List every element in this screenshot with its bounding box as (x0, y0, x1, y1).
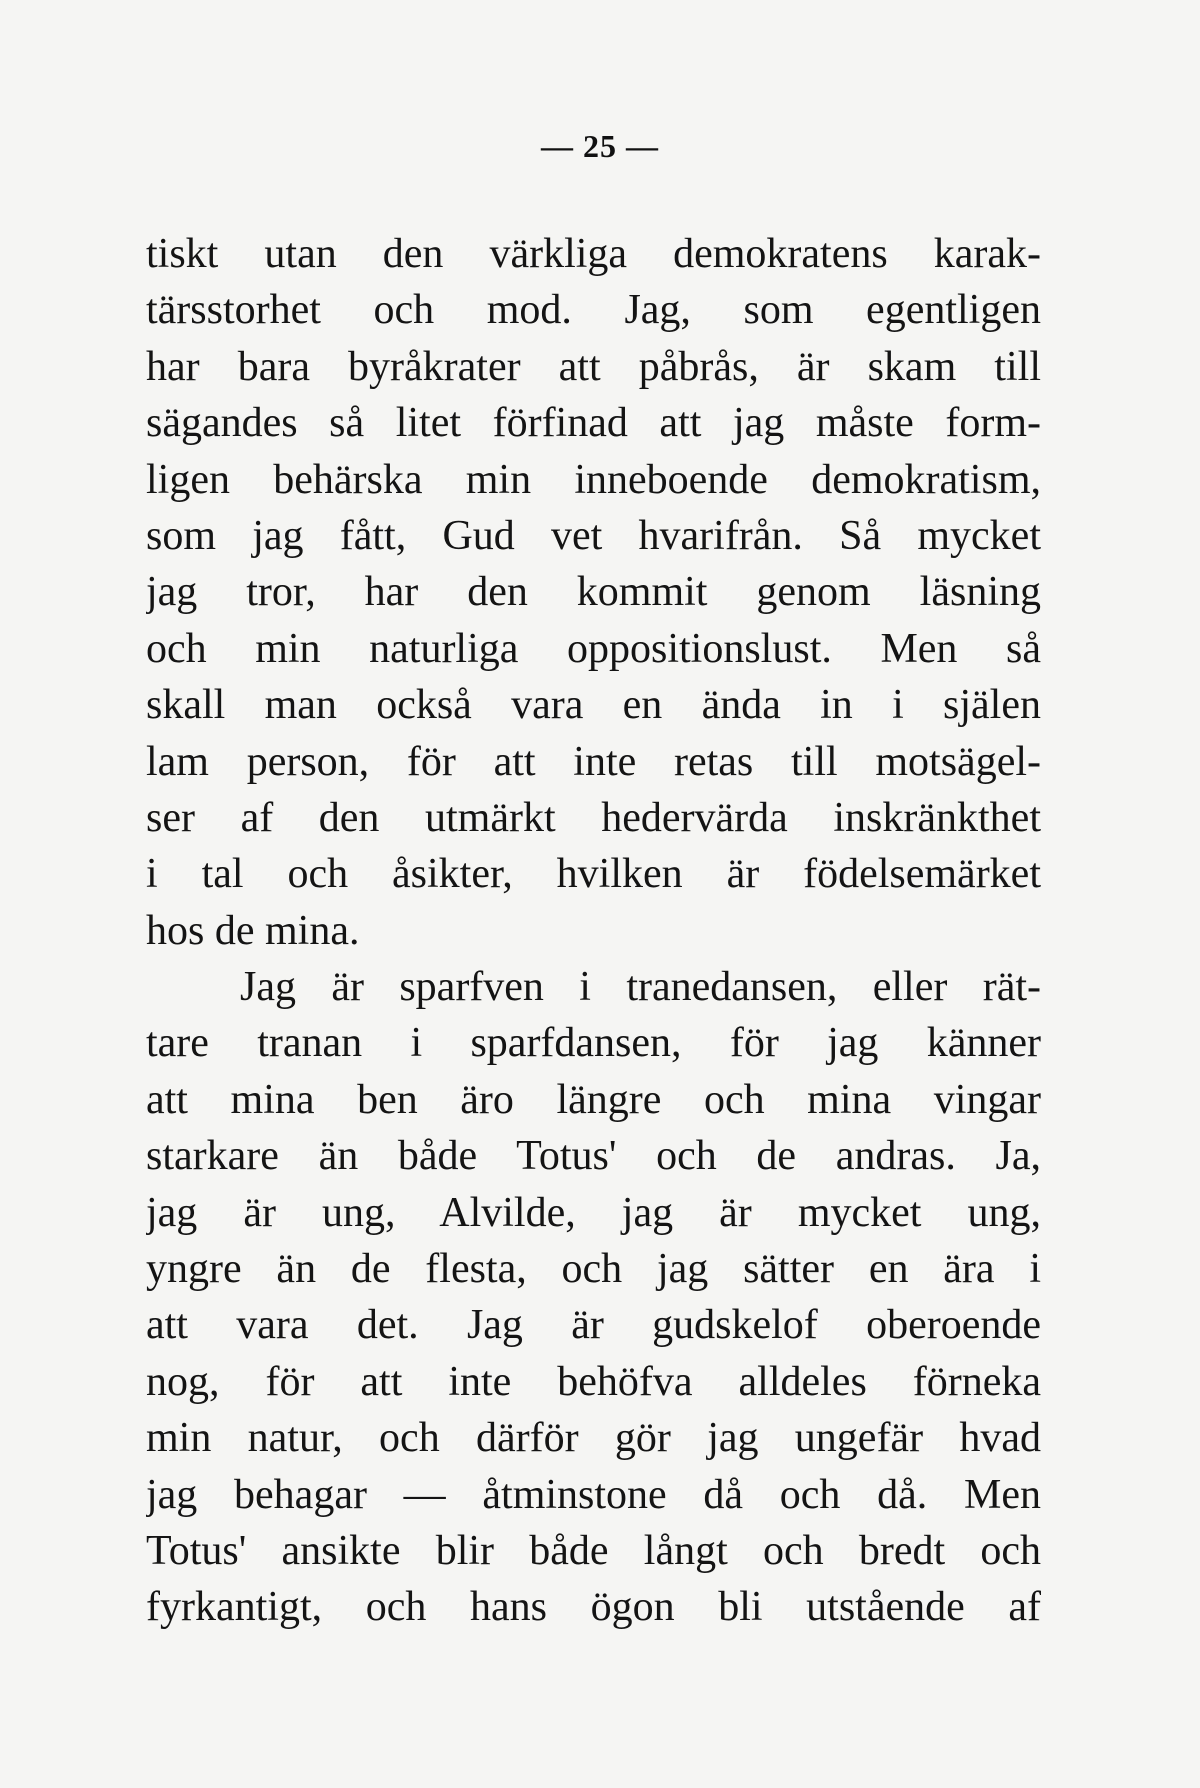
text-line: skall man också vara en ända in i själen (146, 682, 1041, 729)
text-line: jag tror, har den kommit genom läsning (146, 569, 1041, 616)
text-line: ser af den utmärkt hedervärda inskränkthet (146, 794, 1041, 841)
text-line: sägandes så litet förfinad att jag måste form- (146, 400, 1041, 447)
text-line: ligen behärska min inneboende demokratism, (146, 456, 1041, 503)
page-number: — 25 — (541, 128, 659, 164)
text-line: starkare än både Totus' och de andras. Ja, (146, 1133, 1041, 1180)
text-line: tare tranan i sparfdansen, för jag känner (146, 1020, 1041, 1067)
text-line: att mina ben äro längre och mina vingar (146, 1076, 1041, 1123)
body-text (146, 226, 1041, 1636)
paragraph-start-line: Jag är sparfven i tranedansen, eller rät- (240, 964, 1041, 1011)
text-line: tiskt utan den värkliga demokratens karak- (146, 231, 1041, 277)
text-line: tärsstorhet och mod. Jag, som egentligen (146, 287, 1041, 334)
paragraph-end-line: hos de mina. (146, 907, 360, 954)
text-line: har bara byråkrater att påbrås, är skam till (146, 343, 1041, 390)
text-line: yngre än de flesta, och jag sätter en ära i (146, 1246, 1041, 1293)
text-line: jag behagar — åtminstone då och då. Men (146, 1471, 1041, 1518)
text-line: som jag fått, Gud vet hvarifrån. Så mycket (146, 512, 1041, 559)
text-line: fyrkantigt, och hans ögon bli utstående af (146, 1584, 1041, 1631)
text-line: och min naturliga oppositionslust. Men så (146, 625, 1041, 672)
text-line: lam person, för att inte retas till motsägel- (146, 738, 1041, 785)
text-line: i tal och åsikter, hvilken är födelsemärket (146, 851, 1041, 898)
text-line: jag är ung, Alvilde, jag är mycket ung, (146, 1189, 1041, 1236)
text-line: Totus' ansikte blir både långt och bredt och (146, 1527, 1041, 1574)
text-line: att vara det. Jag är gudskelof oberoende (146, 1302, 1041, 1349)
text-line: nog, för att inte behöfva alldeles förneka (146, 1358, 1041, 1405)
text-line: min natur, och därför gör jag ungefär hvad (146, 1415, 1041, 1462)
